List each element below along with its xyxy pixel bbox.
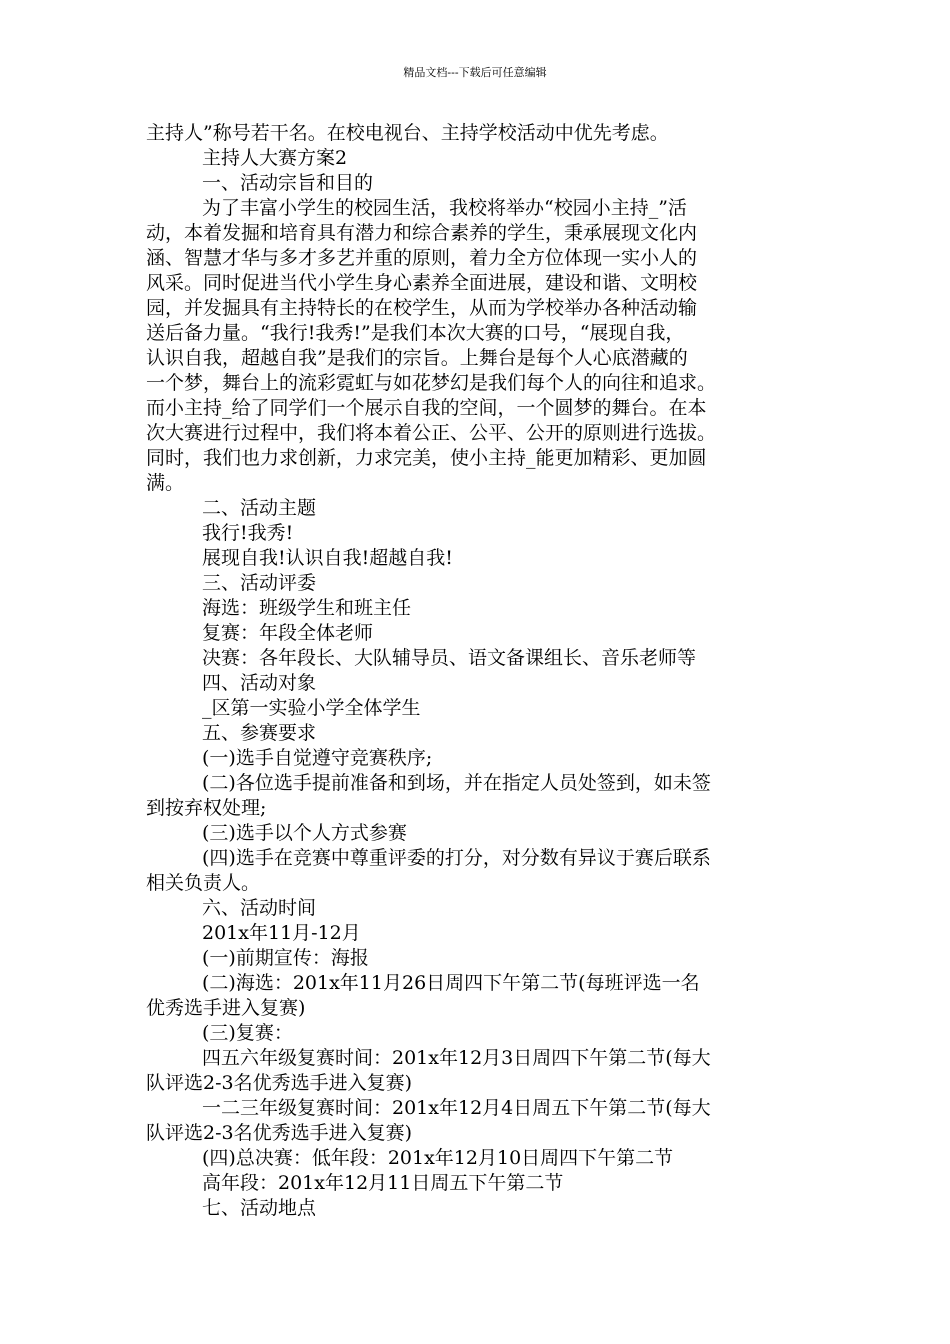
text-line: 一二三年级复赛时间：201x年12月4日周五下午第二节(每大	[202, 1097, 711, 1119]
text-line: 涵、智慧才华与多才多艺并重的原则，着力全方位体现一实小人的	[146, 247, 698, 269]
text-line: 七、活动地点	[202, 1197, 317, 1219]
text-line: (四)总决赛：低年段：201x年12月10日周四下午第二节	[202, 1147, 674, 1169]
text-line: 而小主持_给了同学们一个展示自我的空间，一个圆梦的舞台。在本	[146, 397, 707, 419]
text-line: 风采。同时促进当代小学生身心素养全面进展，建设和谐、文明校	[146, 272, 698, 294]
text-line: 满。	[146, 472, 185, 494]
text-line: 送后备力量。“我行!我秀!”是我们本次大赛的口号，“展现自我，	[146, 322, 685, 344]
text-line: 一个梦，舞台上的流彩霓虹与如花梦幻是我们每个人的向往和追求。	[146, 372, 717, 394]
text-line: 队评选2-3名优秀选手进入复赛)	[146, 1122, 413, 1144]
text-line: 到按弃权处理;	[146, 797, 267, 819]
text-line: (二)海选：201x年11月26日周四下午第二节(每班评选一名	[202, 972, 700, 994]
page-header: 精品文档---下载后可任意编辑	[403, 66, 547, 79]
text-line: 次大赛进行过程中，我们将本着公正、公平、公开的原则进行选拔。	[146, 422, 717, 444]
text-line: 三、活动评委	[202, 572, 317, 594]
text-line: 动，本着发掘和培育具有潜力和综合素养的学生，秉承展现文化内	[146, 222, 698, 244]
text-line: 海选：班级学生和班主任	[202, 597, 412, 619]
text-line: 认识自我，超越自我”是我们的宗旨。上舞台是每个人心底潜藏的	[146, 347, 688, 369]
text-line: (四)选手在竞赛中尊重评委的打分，对分数有异议于赛后联系	[202, 847, 711, 869]
text-line: 优秀选手进入复赛)	[146, 997, 306, 1019]
text-line: 五、参赛要求	[202, 722, 317, 744]
text-line: 复赛：年段全体老师	[202, 622, 374, 644]
text-line: 队评选2-3名优秀选手进入复赛)	[146, 1072, 413, 1094]
text-line: 201x年11月-12月	[202, 922, 361, 944]
text-line: 六、活动时间	[202, 897, 317, 919]
text-line: 园，并发掘具有主持特长的在校学生，从而为学校举办各种活动输	[146, 297, 698, 319]
text-line: 同时，我们也力求创新，力求完美，使小主持_能更加精彩、更加圆	[146, 447, 707, 469]
text-line: 为了丰富小学生的校园生活，我校将举办“校园小主持_”活	[202, 197, 687, 219]
text-line: 主持人”称号若干名。在校电视台、主持学校活动中优先考虑。	[146, 122, 669, 144]
text-line: _区第一实验小学全体学生	[202, 697, 421, 719]
text-line: 四、活动对象	[202, 672, 317, 694]
text-line: 四五六年级复赛时间：201x年12月3日周四下午第二节(每大	[202, 1047, 711, 1069]
text-line: 一、活动宗旨和目的	[202, 172, 374, 194]
text-line: 二、活动主题	[202, 497, 317, 519]
document-body	[146, 121, 822, 1221]
text-line: 高年段：201x年12月11日周五下午第二节	[202, 1172, 564, 1194]
text-line: (一)选手自觉遵守竞赛秩序;	[202, 747, 433, 769]
text-line: 主持人大赛方案2	[202, 147, 348, 169]
text-line: (一)前期宣传：海报	[202, 947, 369, 969]
text-line: 我行!我秀!	[202, 522, 294, 544]
text-line: (三)复赛：	[202, 1022, 293, 1044]
text-line: 决赛：各年段长、大队辅导员、语文备课组长、音乐老师等	[202, 647, 697, 669]
text-line: 相关负责人。	[146, 872, 261, 894]
text-line: 展现自我!认识自我!超越自我!	[202, 547, 453, 569]
text-line: (三)选手以个人方式参赛	[202, 822, 407, 844]
text-line: (二)各位选手提前准备和到场，并在指定人员处签到，如未签	[202, 772, 711, 794]
